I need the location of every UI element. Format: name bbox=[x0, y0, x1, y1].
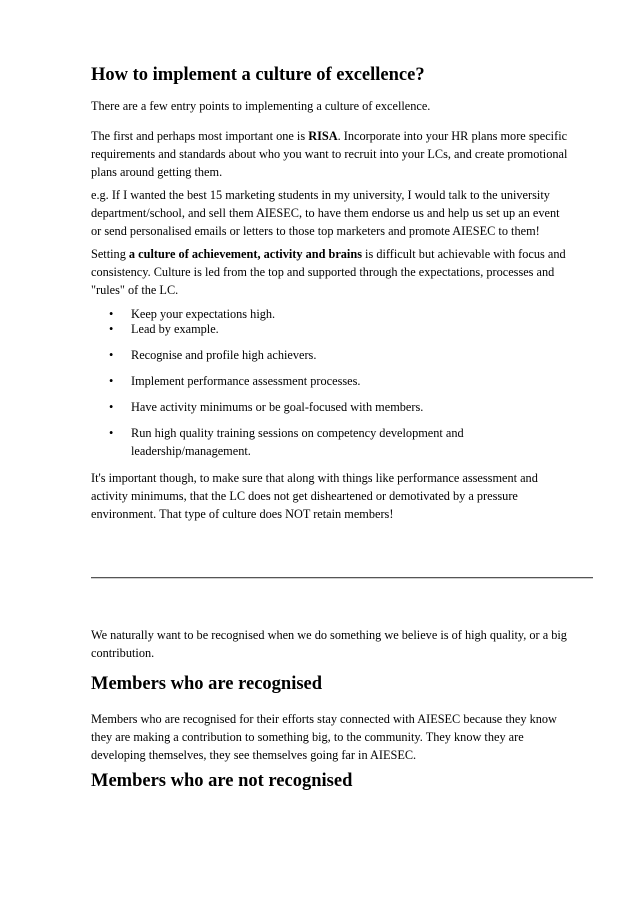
list-item-text: Lead by example. bbox=[131, 322, 219, 336]
list-item-text: Keep your expectations high. bbox=[131, 307, 276, 321]
horizontal-rule bbox=[91, 577, 593, 579]
bullet-icon: • bbox=[109, 374, 114, 388]
bullet-icon: • bbox=[109, 322, 114, 336]
important-paragraph bbox=[91, 469, 593, 523]
setting-line-2: consistency. Culture is led from the top and supported through the expectations, processes and bbox=[91, 265, 555, 279]
setting-pre: Setting bbox=[91, 247, 129, 261]
recognised-line-1: Members who are recognised for their efforts stay connected with AIESEC because they know bbox=[91, 712, 557, 726]
intro-line: There are a few entry points to implementing a culture of excellence. bbox=[91, 99, 431, 113]
setting-bold: a culture of achievement, activity and brains bbox=[128, 247, 362, 261]
setting-paragraph bbox=[91, 245, 593, 299]
recognition-line-2: contribution. bbox=[91, 646, 155, 660]
risa-bold: RISA bbox=[308, 129, 338, 143]
recognition-line-1: We naturally want to be recognised when we do something we believe is of high quality, or a big bbox=[91, 628, 567, 642]
bullet-icon: • bbox=[109, 426, 114, 440]
bullet-icon: • bbox=[109, 400, 114, 414]
example-line-2: department/school, and sell them AIESEC, to have them endorse us and help us set up an event bbox=[91, 206, 560, 220]
risa-line-1 bbox=[91, 127, 593, 145]
list-item-text: Implement performance assessment processes. bbox=[131, 374, 361, 388]
risa-paragraph bbox=[91, 127, 593, 181]
page-title: How to implement a culture of excellence? bbox=[91, 65, 425, 85]
list-item-line-2: leadership/management. bbox=[131, 444, 251, 458]
intro-paragraph bbox=[91, 97, 593, 115]
recognised-line-2: they are making a contribution to something big, to the community. They know they are bbox=[91, 730, 524, 744]
setting-post: is difficult but achievable with focus and bbox=[361, 247, 566, 261]
risa-pre: The first and perhaps most important one is bbox=[91, 129, 309, 143]
bullet-icon: • bbox=[109, 307, 114, 321]
setting-line-3: "rules" of the LC. bbox=[91, 283, 179, 297]
heading-recognised: Members who are recognised bbox=[91, 674, 323, 694]
list-item-text: Recognise and profile high achievers. bbox=[131, 348, 317, 362]
bullet-icon: • bbox=[109, 348, 114, 362]
heading-not-recognised: Members who are not recognised bbox=[91, 771, 353, 791]
setting-line-1 bbox=[91, 245, 593, 263]
risa-post: . Incorporate into your HR plans more specific bbox=[337, 129, 568, 143]
important-line-2: activity minimums, that the LC does not get disheartened or demotivated by a pressure bbox=[91, 489, 518, 503]
list-item-line-1: Run high quality training sessions on competency development and bbox=[131, 426, 464, 440]
recognition-paragraph bbox=[91, 626, 593, 662]
important-line-1: It's important though, to make sure that along with things like performance assessment and bbox=[91, 471, 538, 485]
example-paragraph bbox=[91, 186, 593, 240]
risa-line-2: requirements and standards about who you want to recruit into your LCs, and create promotional bbox=[91, 147, 568, 161]
risa-line-3: plans around getting them. bbox=[91, 165, 223, 179]
recognised-paragraph bbox=[91, 710, 593, 764]
list-item-text: Have activity minimums or be goal-focused with members. bbox=[131, 400, 424, 414]
example-line-1: e.g. If I wanted the best 15 marketing students in my university, I would talk to the university bbox=[91, 188, 550, 202]
list-item-text bbox=[131, 424, 464, 460]
example-line-3: or send personalised emails or letters to those top marketers and promote AIESEC to them! bbox=[91, 224, 540, 238]
recognised-line-3: developing themselves, they see themselves going far in AIESEC. bbox=[91, 748, 417, 762]
important-line-3: environment. That type of culture does NOT retain members! bbox=[91, 507, 394, 521]
